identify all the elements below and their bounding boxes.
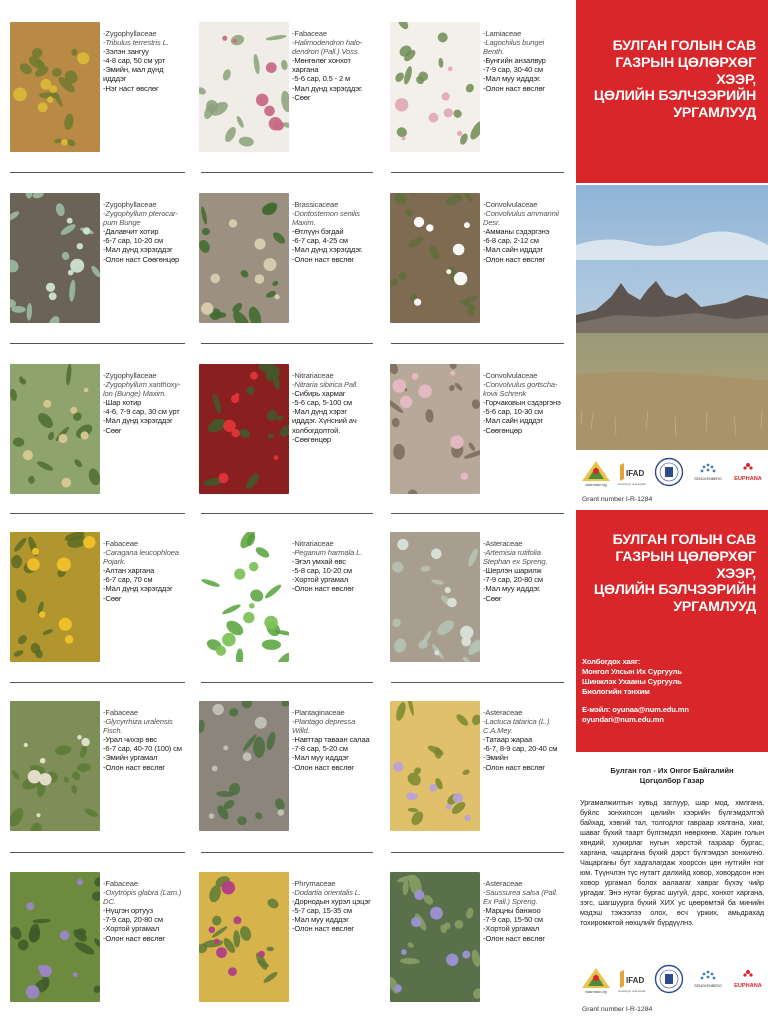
contact-line: oyundari@num.edu.mn (582, 715, 664, 724)
plant-family: -Convolvulaceae (483, 200, 538, 209)
plant-latin-name: Desr. (483, 218, 501, 228)
plant-fact: -Эмийн ургамал (103, 753, 158, 763)
plant-description (292, 29, 384, 102)
row-divider (10, 852, 185, 853)
row-divider (201, 682, 373, 683)
row-divider (391, 513, 564, 514)
plant-fact: -Өтлүүн бэгдай (292, 227, 344, 237)
plant-family: -Convolvulaceae (483, 371, 538, 380)
plant-description (483, 200, 575, 264)
plant-fact: -Мал сайн идддэг (483, 245, 544, 255)
row-divider (201, 343, 373, 344)
back-title-line: БУЛГАН ГОЛЫН САВ (612, 532, 756, 548)
plant-fact: -Дорнодын хурэл цэцэг (292, 897, 371, 907)
row-divider (391, 343, 564, 344)
plant-fact: -Мал муу идддэг. (483, 584, 541, 594)
protected-area-heading (576, 766, 768, 786)
plant-family: -Zygophyllaceae (103, 29, 157, 38)
plant-fact: -7-9 сар, 20-80 см (483, 575, 543, 585)
plant-description (103, 29, 195, 93)
plant-latin-name: -Lagochilus bungei (483, 38, 545, 48)
plant-latin-name: -Plantago depressa (292, 717, 356, 727)
subhead-line: Цогцолбор Газар (639, 776, 705, 785)
plant-description (483, 371, 575, 435)
plant-fact: -6-7 сар, 40-70 (100) см (103, 744, 182, 754)
plant-fact: -Бунгийн анзалвур (483, 56, 546, 66)
plant-fact: -Хортой ургамал (103, 924, 160, 934)
moun-logo (580, 964, 612, 994)
plant-fact: -Сөөг (103, 425, 122, 435)
plant-latin-name: Willd. (292, 726, 310, 736)
plant-fact: -Олон наст өвслөг (292, 924, 355, 934)
plant-fact: -Олон наст өвслөг (483, 933, 546, 943)
plant-latin-name: Fisch. (103, 726, 123, 736)
plant-fact: -Далавчит хотир (103, 227, 159, 237)
brochure-cover-panel (576, 0, 768, 1024)
plant-fact: -Амманы сэдэргэнэ (483, 227, 550, 237)
plant-description (483, 708, 575, 772)
plant-fact: -Мал дүнд хэрэгддэг (103, 584, 173, 594)
cover-title-line: ЦӨЛИЙН БЭЛЧЭЭРИЙН (593, 88, 756, 105)
plant-fact: -6-7 сар, 70 см (103, 575, 153, 585)
senckenberg-logo (688, 966, 728, 992)
cover-title-line: ХЭЭР, (716, 71, 756, 88)
plant-fact: -Мал дүнд хэрэг (292, 407, 347, 417)
plant-description (292, 879, 384, 934)
plant-description (292, 539, 384, 594)
row-divider (10, 172, 185, 173)
plant-photo (390, 193, 480, 323)
plant-photo (390, 364, 480, 494)
plant-fact: -Сибирь хармаг (292, 389, 346, 399)
plant-fact: -4-8 сар, 50 см урт (103, 56, 166, 66)
plant-family: -Fabaceae (292, 29, 327, 38)
plant-fact: -Зэлэн зангуу (103, 47, 149, 57)
plant-fact: -Марцны банжоо (483, 906, 541, 916)
plant-fact: -Сөөг (292, 92, 311, 102)
plant-fact: -Мал муу идддэг (292, 753, 349, 763)
plant-fact: -Горчаковын сэдэргэнэ (483, 398, 561, 408)
svg-text:Investing in rural people: Investing in rural people (618, 990, 646, 993)
plant-photo (10, 364, 100, 494)
plant-description (292, 708, 384, 772)
plant-fact: -6-7, 8-9 сар, 20-40 см (483, 744, 558, 754)
plant-fact: -Эмийн (483, 753, 508, 763)
row-divider (391, 682, 564, 683)
plant-fact: -Нэг наст өвслөг (103, 83, 159, 93)
plant-fact: -Олон наст өвслөг (483, 83, 546, 93)
back-title-line: УРГАМЛУУД (673, 599, 756, 616)
cover-title-line: БУЛГАН ГОЛЫН САВ (612, 38, 756, 54)
row-divider (10, 513, 185, 514)
plant-description (483, 539, 575, 603)
grant-number-bottom: Grant number I-R-1284 (582, 1006, 653, 1013)
plant-latin-name: -Zygophyllum xanthoxy- (103, 380, 181, 390)
plant-photo (199, 701, 289, 831)
num-seal-logo (654, 457, 684, 487)
plant-fact: -Мал дүнд хэрэгддэг (103, 245, 173, 255)
plant-fact: холбогдолтой. (292, 425, 341, 435)
plant-latin-name: -Nitraria sibirica Pall. (292, 380, 359, 390)
plant-photo (390, 532, 480, 662)
contact-line: Биологийн тэнхим (582, 687, 650, 696)
plant-latin-name: -Glycyrrhiza uralensis (103, 717, 173, 727)
plant-family: -Brassicaceae (292, 200, 339, 209)
plant-family: -Nitrariaceae (292, 539, 334, 548)
plant-family: -Asteraceae (483, 708, 523, 717)
back-title-line: ГАЗРЫН ЦӨЛӨРХӨГ (615, 548, 756, 565)
plant-fact: -6-8 сар, 2-12 см (483, 236, 539, 246)
plant-latin-name: -Peganum harmala L. (292, 548, 363, 558)
plant-fact: идддэг (103, 74, 127, 84)
row-divider (201, 513, 373, 514)
plant-description (292, 200, 384, 264)
row-divider (10, 682, 185, 683)
cover-title-line: УРГАМЛУУД (673, 105, 756, 122)
plant-latin-name: -Convolvulus gortscha- (483, 380, 558, 390)
contact-line (582, 697, 762, 705)
cover-title-block (576, 0, 768, 183)
plant-latin-name: -Artemisia rutifolia (483, 548, 541, 558)
plant-latin-name: Ex Pall.) Spreng. (483, 897, 538, 907)
plant-fact: -Навттар таваан салаа (292, 735, 370, 745)
plant-fact: -5-7 сар, 15-35 см (292, 906, 352, 916)
num-seal-logo (654, 964, 684, 994)
plant-description (103, 539, 195, 603)
plant-fact: -Мал дүнд хэрэгддэг (103, 416, 173, 426)
svg-text:Investing in rural people: Investing in rural people (618, 483, 646, 486)
moun-logo (580, 457, 612, 487)
plant-photo (10, 872, 100, 1002)
plant-latin-name: -Convolvulus ammannii (483, 209, 559, 219)
plant-family: -Zygophyllaceae (103, 200, 157, 209)
plant-latin-name: lon (Bunge) Maxim. (103, 389, 167, 399)
plant-photo (10, 22, 100, 152)
plant-fact: -6-7 сар, 10-20 см (103, 236, 163, 246)
plant-fact: -5-8 сар, 10-20 см (292, 566, 352, 576)
plant-latin-name: kovii Schrenk (483, 389, 527, 399)
plant-fact: -Мал муу идддэг (292, 915, 349, 925)
row-divider (391, 172, 564, 173)
plant-photo (199, 364, 289, 494)
plant-description (483, 29, 575, 93)
plant-latin-name: -Saussurea salsa (Pall. (483, 888, 558, 898)
plant-description (103, 879, 195, 943)
contact-line: Холбогдох хаяг: (582, 657, 641, 666)
plant-fact: -Олон наст өвслөг (103, 762, 166, 772)
plant-family: -Asteraceae (483, 539, 523, 548)
grant-number-top: Grant number I-R-1284 (582, 496, 653, 503)
plant-fact: -Олон наст өвслөг (483, 254, 546, 264)
plant-description (103, 708, 195, 772)
plant-fact: -Сөөгөнцөр (483, 425, 522, 435)
plant-fact: харгана (292, 65, 319, 75)
plant-fact: -Хортой ургамал (483, 924, 540, 934)
svg-text:www.moun.org: www.moun.org (585, 990, 607, 994)
plant-family: -Fabaceae (103, 539, 138, 548)
plant-family: -Nitrariaceae (292, 371, 334, 380)
plant-latin-name: -Lactuca tatarica (L.) (483, 717, 550, 727)
plant-fact: -Эгэл умхай өвс (292, 557, 346, 567)
cover-title (580, 38, 756, 122)
plant-description (103, 200, 195, 264)
plant-photo (199, 193, 289, 323)
euphana-logo (730, 966, 766, 992)
svg-text:EUPHANA: EUPHANA (734, 476, 762, 482)
plant-family: -Phrymaceae (292, 879, 336, 888)
plant-fact: -Хортой ургамал (292, 575, 349, 585)
plant-fact: -Шерлэн шарилж (483, 566, 542, 576)
plant-fact: идддэг. Хүнсний ач (292, 416, 357, 426)
sponsor-logos-bottom (576, 962, 768, 1002)
plant-latin-name: -Halimodendron halo- (292, 38, 363, 48)
plant-fact: -5-6 сар, 0.5 - 2 м (292, 74, 351, 84)
row-divider (10, 343, 185, 344)
contact-info (582, 657, 762, 725)
ifad-logo (616, 461, 650, 487)
plant-fact: -5-6 сар, 5-100 см (292, 398, 352, 408)
plant-photo (199, 872, 289, 1002)
plant-fact: -Шар хотир (103, 398, 142, 408)
plant-fact: -Олон наст өвслөг (292, 762, 355, 772)
cover-title-line: ГАЗРЫН ЦӨЛӨРХӨГ (615, 54, 756, 71)
subhead-line: Булган гол - Их Онгог Байгалийн (610, 766, 734, 775)
intro-paragraph: Ургамалжилтын хувьд заглуур, шар мод, хмлгана, буйлс зонхилсон цөлийн хээрийн бүлгэмдэлтэй байхад, хэвгий тал, толгодлог гавраар хялгана, хиаг, шаваг бүхий таарт бүлгэмдэл нөөрхөнө. Харин голын хөндий, хужирлаг нугын хөрстэй газраар бургас, харгана, чацаргана бүхий дэрст бүлгэмдэл зонхилно. Чацарганы бут хадгалагдаж хоорсон цөн нутгийн нэг юм. Түүнчлэн түс нутагт далхийд ховор, ховордсон нэн ховор ургамал болох аалаагаг хавраг бүхэү чийр ургадаг. Энэ нутаг бургас шугуй, дэрс, хонхот харгана, зэгс, шагшуурга бүхий ХИХ ус цөөрөмтэй ба минийн мэдэш тэжээлээ олох, өсч үржих, амьдрахад тохиромжтой нөхцлийг бүрдүүлнэ. (580, 798, 764, 927)
svg-text:EUPHANA: EUPHANA (734, 983, 762, 989)
plant-photo (390, 701, 480, 831)
svg-text:SENCKENBERG: SENCKENBERG (694, 477, 722, 481)
plant-fact: -Олон наст өвслөг (483, 762, 546, 772)
plant-latin-name: pum Bunge (103, 218, 141, 228)
plant-fact: -4-6, 7-9 сар, 30 см урт (103, 407, 180, 417)
row-divider (201, 852, 373, 853)
plant-fact: -Сөөг (483, 593, 502, 603)
plant-latin-name: Stephan ex Spreng. (483, 557, 548, 567)
plant-fact: -Сөөг (103, 593, 122, 603)
back-title-line: ХЭЭР, (716, 565, 756, 582)
plant-family: -Fabaceae (103, 879, 138, 888)
plant-fact: -Олон наст өвслөг (292, 584, 355, 594)
back-title (580, 532, 756, 616)
senckenberg-logo (688, 459, 728, 485)
plant-fact: -Олон наст өвслөг (103, 933, 166, 943)
row-divider (201, 172, 373, 173)
plant-fact: -6-7 сар, 4-25 см (292, 236, 348, 246)
plant-family: -Zygophyllaceae (103, 371, 157, 380)
plant-fact: -7-9 сар, 30-40 см (483, 65, 543, 75)
plant-description (483, 879, 575, 943)
plant-latin-name: -Tribulus terrestris L. (103, 38, 169, 48)
ifad-logo (616, 968, 650, 994)
plant-latin-name: -Dontostemon senilis (292, 209, 360, 219)
plant-photo (199, 22, 289, 152)
plant-fact: -7-9 сар, 15-50 см (483, 915, 543, 925)
svg-text:SENCKENBERG: SENCKENBERG (694, 984, 722, 988)
plant-latin-name: -Caragana leucophloea (103, 548, 179, 558)
plant-latin-name: -Zygophyllum pterocar- (103, 209, 178, 219)
plant-fact: -Мал дүнд хэрэгддэг. (292, 83, 363, 93)
plant-fact: -Олон наст өвслөг (292, 254, 355, 264)
plant-description (103, 371, 195, 435)
svg-text:www.moun.org: www.moun.org (585, 483, 607, 487)
plant-photo (10, 701, 100, 831)
plant-fact: -Алтан харгана (103, 566, 155, 576)
plant-fact: -Мөнгөлөг хонхот (292, 56, 351, 66)
plant-fact: -Нүцгэн ортууз (103, 906, 153, 916)
plant-fact: -Олон наст Сөөгөнцөр (103, 254, 180, 264)
plant-family: -Asteraceae (483, 879, 523, 888)
svg-text:IFAD: IFAD (626, 976, 645, 985)
euphana-logo (730, 459, 766, 485)
plant-fact: -Мал муу идддэг. (483, 74, 541, 84)
plant-latin-name: -Oxytropis glabra (Lam.) (103, 888, 182, 898)
plant-latin-name: C.A.Mey. (483, 726, 513, 736)
contact-line: Монгол Улсын Их Сургууль (582, 667, 682, 676)
back-title-line: ЦӨЛИЙН БЭЛЧЭЭРИЙН (593, 582, 756, 599)
plant-latin-name: Benth. (483, 47, 505, 57)
plant-fact: -7-8 сар, 5-20 см (292, 744, 348, 754)
plant-fact: -Сөөгөнцөр (292, 434, 331, 444)
plant-photo (390, 22, 480, 152)
plant-fact: -Эмийн, мал дүнд (103, 65, 164, 75)
contact-line: Шинжлэх Ухааны Сургууль (582, 677, 682, 686)
plant-fact: -Татаар жараа (483, 735, 533, 745)
plant-photo (390, 872, 480, 1002)
plant-fact: -Урал чихэр өвс (103, 735, 157, 745)
contact-line: Е-мэйл: oyunaa@num.edu.mn (582, 705, 689, 714)
plant-fact: -Мал сайн идддэг (483, 416, 544, 426)
plant-family: -Fabaceae (103, 708, 138, 717)
plant-fact: -Мал дүнд хэрэгддэг. (292, 245, 363, 255)
svg-text:IFAD: IFAD (626, 469, 645, 478)
plant-family: -Lamiaceae (483, 29, 522, 38)
plant-latin-name: Maxim. (292, 218, 316, 228)
plant-fact: -5-6 сар, 10-30 см (483, 407, 543, 417)
plant-latin-name: Pojark. (103, 557, 126, 567)
plant-latin-name: dendron (Pall.) Voss. (292, 47, 360, 57)
sponsor-logos-top (576, 455, 768, 495)
landscape-photo (576, 185, 768, 450)
plant-photo (10, 193, 100, 323)
row-divider (391, 852, 564, 853)
plant-photo (199, 532, 289, 662)
plant-fact: -7-9 сар, 20-80 см (103, 915, 163, 925)
plant-latin-name: DC. (103, 897, 116, 907)
back-title-block (576, 510, 768, 752)
plant-photo (10, 532, 100, 662)
plant-latin-name: -Dodartia orientalis L. (292, 888, 361, 898)
plant-family: -Plantaginaceae (292, 708, 345, 717)
plant-description (292, 371, 384, 444)
